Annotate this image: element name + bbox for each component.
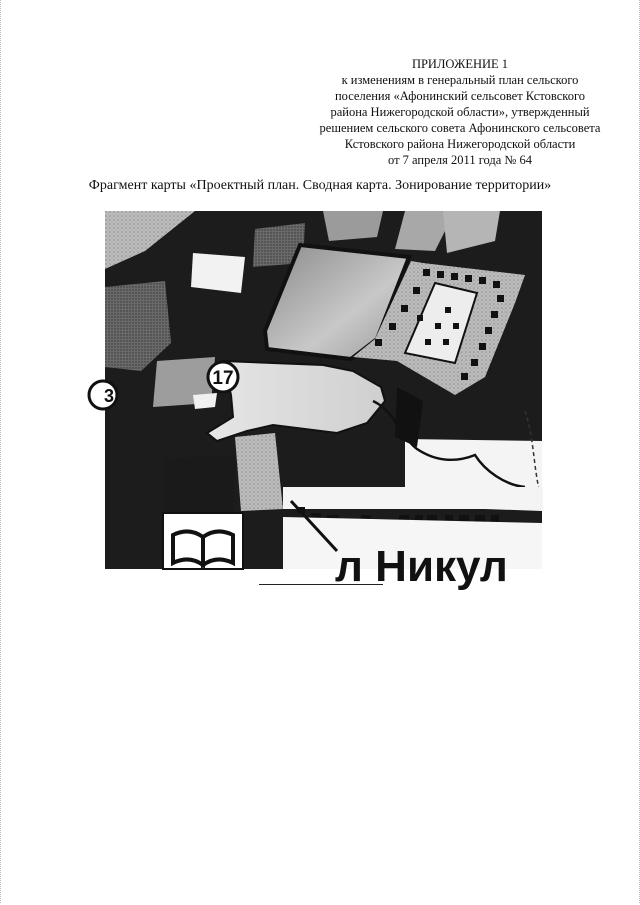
map-caption: Фрагмент карты «Проектный план. Сводная карта. Зонирование территории»	[88, 178, 552, 193]
appendix-line-4: решением сельского совета Афонинского сельсовета	[319, 121, 601, 135]
appendix-title: ПРИЛОЖЕНИЕ 1	[411, 57, 509, 71]
appendix-header	[300, 56, 620, 168]
parcel-white-1	[191, 253, 245, 293]
zone-lower-center	[235, 433, 283, 511]
appendix-line-3: района Нижегородской области», утвержденный	[330, 105, 590, 119]
strip-light	[283, 487, 543, 509]
map-canvas	[103, 211, 542, 591]
map-street-label: л Никул	[335, 542, 508, 591]
map-marker-edge-label: 3	[103, 386, 115, 406]
parcel-white-2	[193, 393, 217, 409]
dark-block-2	[163, 455, 235, 513]
zone-top-center	[323, 211, 383, 241]
appendix-line-1: к изменениям в генеральный план сельского	[341, 73, 579, 87]
map-fragment	[103, 211, 542, 591]
appendix-line-6: от 7 апреля 2011 года № 64	[388, 153, 532, 167]
appendix-line-5: Кстовского района Нижегородской области	[344, 137, 576, 151]
separator-line	[259, 584, 383, 585]
map-marker-17-label: 17	[212, 368, 234, 389]
appendix-line-2: поселения «Афонинский сельсовет Кстовского	[334, 89, 586, 103]
